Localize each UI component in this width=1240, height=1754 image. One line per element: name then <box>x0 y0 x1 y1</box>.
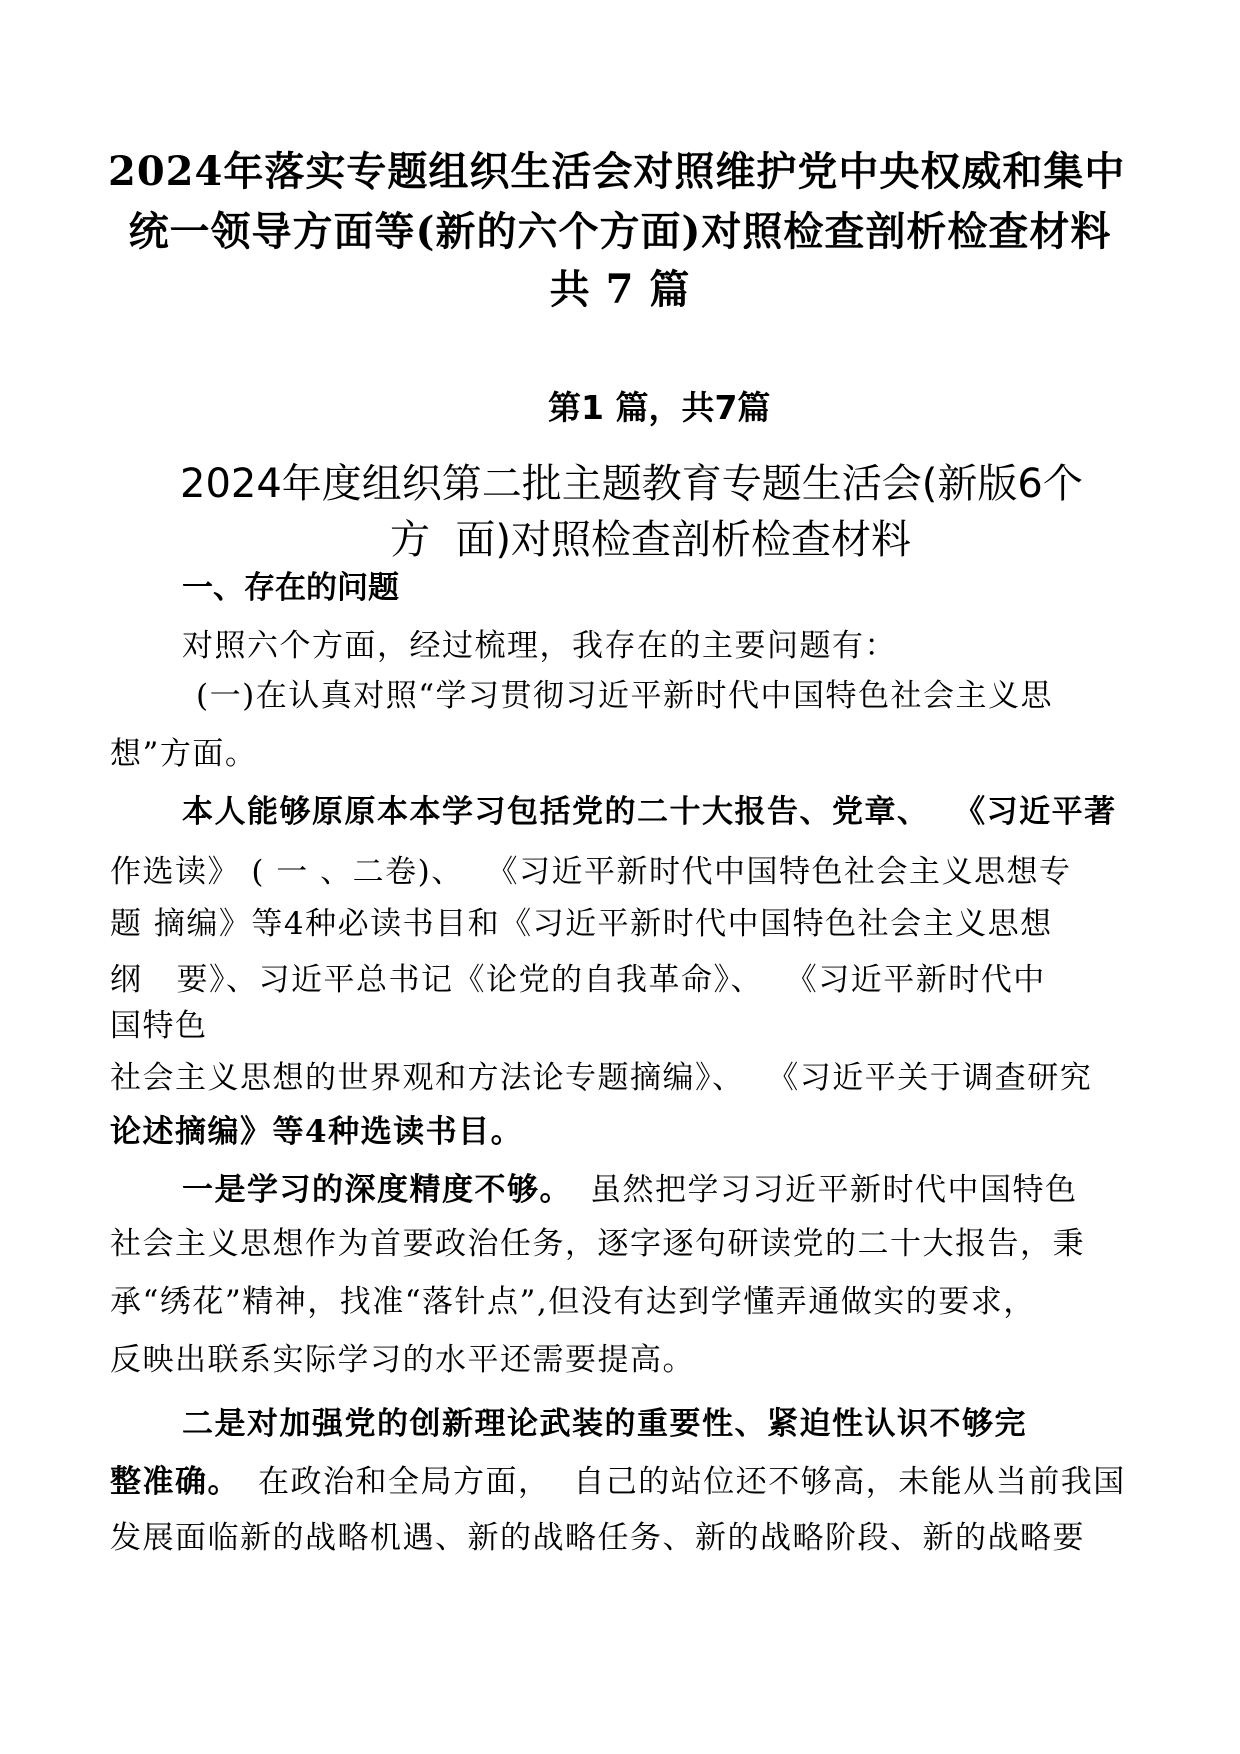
point-2-line-2-rest: 在政治和全局方面， 自己的站位还不够高，未能从当前我国 <box>258 1464 1126 1500</box>
point-1-line-2: 社会主义思想作为首要政治任务，逐字逐句研读党的二十大报告，秉 <box>110 1226 1085 1262</box>
point-1-line-1 <box>182 1164 1078 1209</box>
point-2-line-2 <box>110 1456 1126 1501</box>
point-1-lead: 一是学习的深度精度不够。 <box>182 1172 572 1208</box>
point-1-line-1-rest: 虽然把学习习近平新时代中国特色 <box>590 1172 1078 1208</box>
article-title-line-1: 2024年度组织第二批主题教育专题生活会(新版6个 <box>180 461 1083 507</box>
point-2-line-1: 二是对加强党的创新理论武装的重要性、紧迫性认识不够完 <box>182 1406 1027 1442</box>
point-2-lead-end: 整准确。 <box>110 1464 240 1500</box>
reading-para-line-5: 国特色 <box>110 1008 208 1044</box>
reading-para-line-7: 论述摘编》等4种选读书目。 <box>110 1114 524 1150</box>
reading-para-line-6: 社会主义思想的世界观和方法论专题摘编》、 《习近平关于调查研究 <box>110 1060 1093 1096</box>
reading-para-line-4: 纲 要》、习近平总书记《论党的自我革命》、 《习近平新时代中 <box>110 962 1046 998</box>
point-1-line-3: 承“绣花”精神，找准“落针点”,但没有达到学懂弄通做实的要求， <box>110 1284 1036 1320</box>
part-label: 第1 篇，共7篇 <box>548 388 771 427</box>
article-title-line-2: 方 面)对照检查剖析检查材料 <box>390 517 912 563</box>
reading-para-line-1: 本人能够原原本本学习包括党的二十大报告、党章、 《习近平著 <box>182 794 1117 830</box>
reading-para-line-2: 作选读》 ( 一 、二卷)、 《习近平新时代中国特色社会主义思想专 <box>110 854 1072 890</box>
intro-paragraph: 对照六个方面，经过梳理，我存在的主要问题有： <box>182 628 897 664</box>
main-title-line-2: 统一领导方面等(新的六个方面)对照检查剖析检查材料 <box>128 208 1112 255</box>
point-1-line-4: 反映出联系实际学习的水平还需要提高。 <box>110 1342 695 1378</box>
section-heading: 一、存在的问题 <box>182 570 399 606</box>
point-2-line-3: 发展面临新的战略机遇、新的战略任务、新的战略阶段、新的战略要 <box>110 1520 1085 1556</box>
main-title-line-1: 2024年落实专题组织生活会对照维护党中央权威和集中 <box>108 148 1126 195</box>
item-1-line-1: (一)在认真对照“学习贯彻习近平新时代中国特色社会主义思 <box>196 678 1054 714</box>
item-1-line-2: 想”方面。 <box>110 736 258 772</box>
main-title-line-3: 共 7 篇 <box>549 266 691 313</box>
reading-para-line-3: 题 摘编》等4种必读书目和《习近平新时代中国特色社会主义思想 <box>110 906 1053 942</box>
